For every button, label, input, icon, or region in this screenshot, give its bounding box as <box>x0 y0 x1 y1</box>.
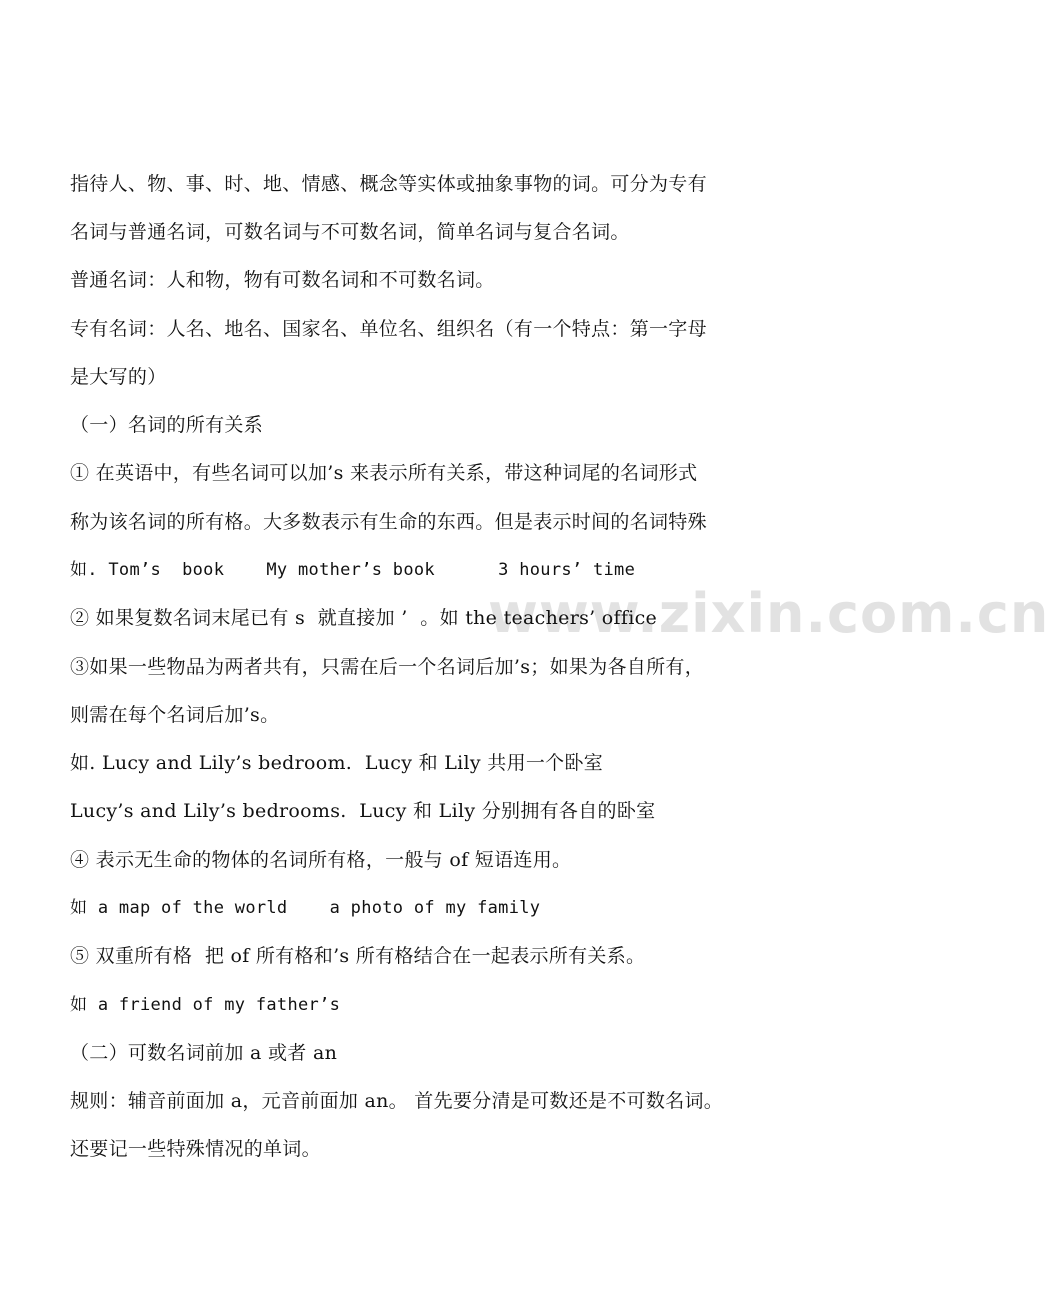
article-rule-line-2: 还要记一些特殊情况的单词。 <box>70 1138 321 1160</box>
rule-3-line-2: 则需在每个名词后加’s。 <box>70 704 280 726</box>
definition-line-1: 指待人、物、事、时、地、情感、概念等实体或抽象事物的词。可分为专有 <box>70 173 707 195</box>
rule-1-line-2: 称为该名词的所有格。大多数表示有生命的东西。但是表示时间的名词特殊 <box>70 511 707 533</box>
rule-5-line: ⑤ 双重所有格 把 of 所有格和’s 所有格结合在一起表示所有关系。 <box>70 945 646 967</box>
common-noun-line: 普通名词：人和物，物有可数名词和不可数名词。 <box>70 269 495 291</box>
article-rule-line-1: 规则：辅音前面加 a，元音前面加 an。 首先要分清是可数还是不可数名词。 <box>70 1090 724 1112</box>
proper-noun-line-1: 专有名词：人名、地名、国家名、单位名、组织名（有一个特点：第一字母 <box>70 318 707 340</box>
rule-4-line: ④ 表示无生命的物体的名词所有格，一般与 of 短语连用。 <box>70 849 572 871</box>
definition-line-2: 名词与普通名词，可数名词与不可数名词，简单名词与复合名词。 <box>70 221 630 243</box>
proper-noun-line-2: 是大写的） <box>70 366 167 388</box>
example-line-2: 如. Lucy and Lily’s bedroom. Lucy 和 Lily 共用一个卧室 <box>70 752 604 774</box>
section-heading-2: （二）可数名词前加 a 或者 an <box>70 1042 338 1064</box>
example-line-3: Lucy’s and Lily’s bedrooms. Lucy 和 Lily 分别拥有各自的卧室 <box>70 800 656 822</box>
rule-3-line-1: ③如果一些物品为两者共有，只需在后一个名词后加’s；如果为各自所有， <box>70 656 704 678</box>
example-line-5: 如 a friend of my father’s <box>70 995 341 1015</box>
rule-2-line: ② 如果复数名词末尾已有 s 就直接加 ’ 。如 the teachers’ office <box>70 607 658 629</box>
example-line-4: 如 a map of the world a photo of my family <box>70 898 541 918</box>
section-heading-1: （一）名词的所有关系 <box>70 414 264 436</box>
example-line-1: 如. Tom’s book My mother’s book 3 hours’ time <box>70 560 636 580</box>
watermark: www.zixin.com.cn <box>488 582 1049 645</box>
rule-1-line-1: ① 在英语中，有些名词可以加’s 来表示所有关系，带这种词尾的名词形式 <box>70 462 698 484</box>
